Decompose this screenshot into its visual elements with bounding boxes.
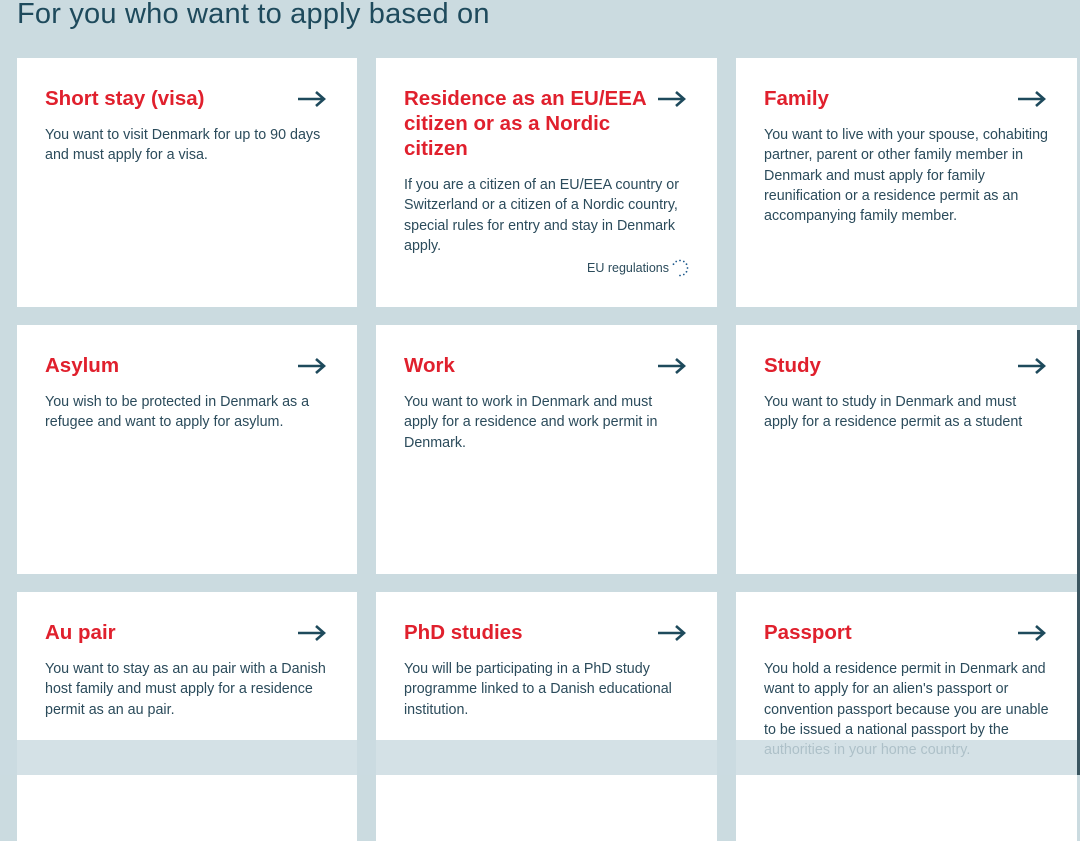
card-header: [404, 353, 689, 378]
card-header: [404, 620, 689, 645]
card-title: Study: [764, 354, 821, 377]
card-asylum[interactable]: [17, 325, 357, 574]
eu-stars-icon: [671, 259, 689, 277]
card-header: [45, 86, 329, 111]
arrow-right-icon[interactable]: [297, 620, 327, 645]
card-header: [764, 353, 1049, 378]
card-work[interactable]: [376, 325, 717, 574]
arrow-right-icon[interactable]: [1017, 620, 1047, 645]
card-header: [45, 353, 329, 378]
arrow-right-icon[interactable]: [1017, 86, 1047, 111]
card-header: [404, 86, 689, 161]
card-description: You will be participating in a PhD study programme linked to a Danish educational institution.: [404, 661, 672, 718]
card-description: You want to visit Denmark for up to 90 days and must apply for a visa.: [45, 127, 321, 164]
arrow-right-icon[interactable]: [657, 620, 687, 645]
eu-regulations-link[interactable]: [587, 259, 689, 277]
card-header: [764, 620, 1049, 645]
card-description: You want to live with your spouse, cohabiting partner, parent or other family member in Denmark and must apply for family reunification or a residence permit as an accompanying family member.: [764, 127, 1048, 225]
arrow-right-icon[interactable]: [657, 353, 687, 378]
arrow-right-icon[interactable]: [657, 86, 687, 111]
card-eu-residence[interactable]: [376, 58, 717, 307]
card-description: You hold a residence permit in Denmark and want to apply for an alien's passport or convention passport because you are unable to be issued a national passport by the: [764, 661, 1049, 738]
card-header: [764, 86, 1049, 111]
bottom-fade-overlay: [0, 740, 1080, 775]
card-title: Short stay (visa): [45, 87, 205, 110]
card-passport[interactable]: [736, 592, 1077, 841]
arrow-right-icon[interactable]: [297, 86, 327, 111]
card-title: Family: [764, 87, 829, 110]
arrow-right-icon[interactable]: [1017, 353, 1047, 378]
card-title: PhD studies: [404, 621, 523, 644]
card-family[interactable]: [736, 58, 1077, 307]
card-title: Au pair: [45, 621, 116, 644]
card-study[interactable]: [736, 325, 1077, 574]
card-phd-studies[interactable]: [376, 592, 717, 841]
card-description: You wish to be protected in Denmark as a refugee and want to apply for asylum.: [45, 394, 310, 431]
card-title: Passport: [764, 621, 852, 644]
card-header: [45, 620, 329, 645]
card-au-pair[interactable]: [17, 592, 357, 841]
card-description: You want to work in Denmark and must apply for a residence and work permit in Denmark.: [404, 394, 658, 451]
card-description: You want to study in Denmark and must apply for a residence permit as a student: [764, 394, 1023, 431]
card-title: Asylum: [45, 354, 120, 377]
card-title: Residence as an EU/EEA citizen or as a Nordic citizen: [404, 87, 646, 160]
card-description: If you are a citizen of an EU/EEA country or Switzerland or a citizen of a Nordic country, special rules for entry and stay in Denmark apply.: [404, 177, 679, 254]
eu-regulations-label[interactable]: EU regulations: [587, 261, 669, 275]
application-cards-grid: [17, 58, 1077, 841]
card-short-stay[interactable]: [17, 58, 357, 307]
card-title: Work: [404, 354, 455, 377]
arrow-right-icon[interactable]: [297, 353, 327, 378]
page-heading: For you who want to apply based on: [17, 0, 490, 30]
card-description: You want to stay as an au pair with a Danish host family and must apply for a residence permit as an au pair.: [45, 661, 326, 718]
